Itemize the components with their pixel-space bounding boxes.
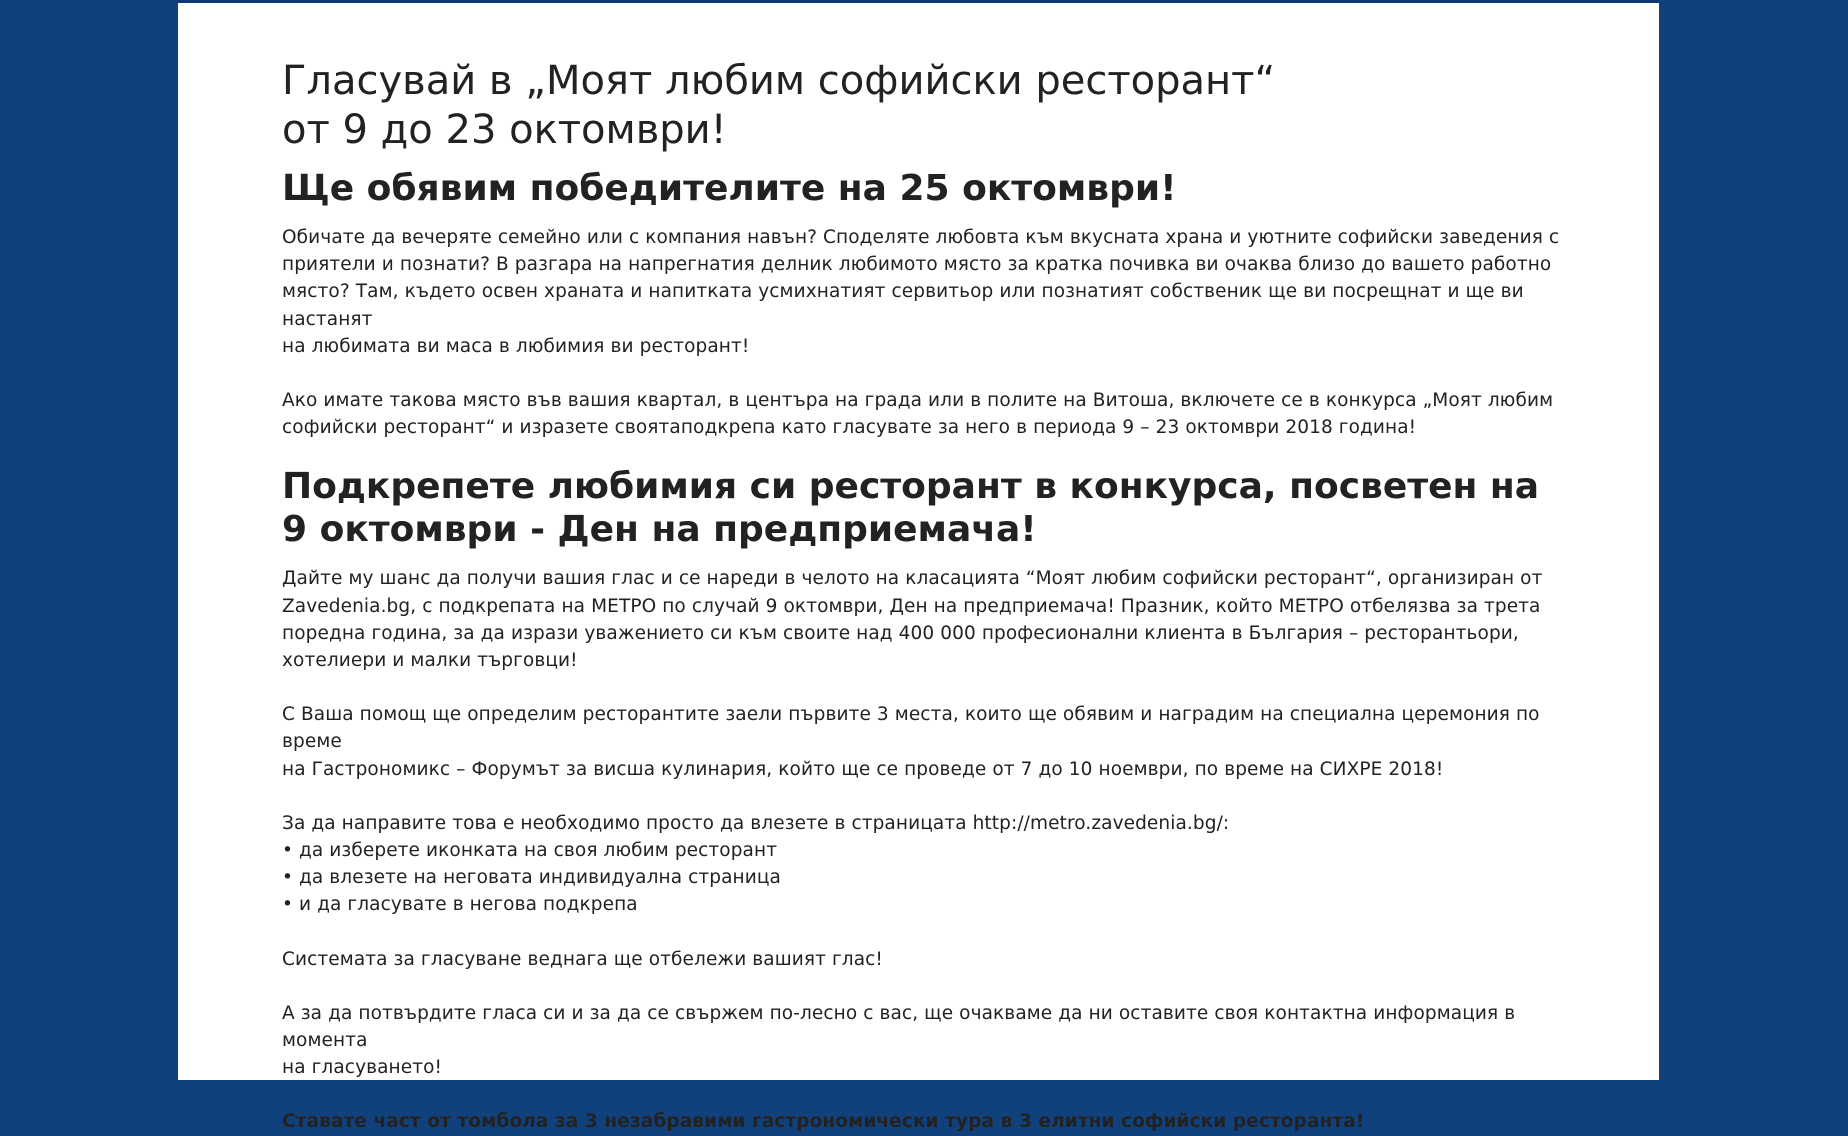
- title-line-2: от 9 до 23 октомври!: [282, 107, 727, 153]
- title-line-1: Гласувай в „Моят любим софийски ресторант“: [282, 58, 1276, 104]
- support-restaurant-heading: Подкрепете любимия си ресторант в конкурса, посветен на 9 октомври - Ден на предприемача!: [282, 466, 1540, 551]
- contact-info-paragraph: А за да потвърдите гласа си и за да се свържем по-лесно с вас, ще очакваме да ни оставите своя контактна информация в момента на гласуването!: [282, 1002, 1516, 1079]
- page-content-panel: [178, 0, 1659, 1133]
- intro-paragraph-2: Ако имате такова място във вашия квартал, в центъра на града или в полите на Витоша, включете се в конкурса „Моят любим софийски ресторант“ и изразете своятаподкрепа като гласувате за него в периода 9 – 23 октомври 2018 година!: [282, 390, 1554, 439]
- winners-announcement-heading: Ще обявим победителите на 25 октомври!: [282, 168, 1177, 209]
- ceremony-paragraph: С Ваша помощ ще определим ресторантите заели първите 3 места, които ще обявим и наградим на специална церемония по време на Гастрономикс – Форумът за висша кулинария, който ще се проведе от 7 до 10 ноември, по време на СИХРЕ 2018!: [282, 704, 1540, 780]
- voting-steps: [282, 810, 1562, 919]
- campaign-paragraph: Дайте му шанс да получи вашия глас и се нареди в челото на класацията “Моят любим софийски ресторант“, организиран от Zavedenia.bg, с подкрепата на МЕТРО по случай 9 октомври, Ден на предприемача! Празник, който МЕТРО отбелязва за трета поредна година, за да изрази уважението си към своите над 400 000 професионални клиента в България – ресторантьори, хотелиери и малки търговци!: [282, 568, 1543, 672]
- tombola-announcement: Ставате част от томбола за 3 незабравими гастрономически тура в 3 елитни софийски ресторанта!: [282, 1111, 1365, 1133]
- intro-paragraph-1: Обичате да вечеряте семейно или с компания навън? Споделяте любовта към вкусната храна и уютните софийски заведения с приятели и познати? В разгара на напрегнатия делник любимото място за кратка почивка ви очаква близо до вашето работно място? Там, където освен храната и напитката усмихнатият сервитьор или познатият собственик ще ви посрещнат и ще ви настанят на любимата ви маса в любимия ви ресторант!: [282, 227, 1560, 357]
- voting-steps-intro: За да направите това е необходимо просто да влезете в страницата http://metro.zavedenia.bg/:: [282, 812, 1230, 834]
- article: [282, 57, 1562, 1136]
- page-title: [282, 57, 1562, 155]
- system-note: Системата за гласуване веднага ще отбележи вашият глас!: [282, 948, 883, 970]
- list-item: • и да гласувате в негова подкрепа: [282, 894, 638, 915]
- list-item: • да изберете иконката на своя любим ресторант: [282, 840, 777, 861]
- list-item: • да влезете на неговата индивидуална страница: [282, 867, 781, 888]
